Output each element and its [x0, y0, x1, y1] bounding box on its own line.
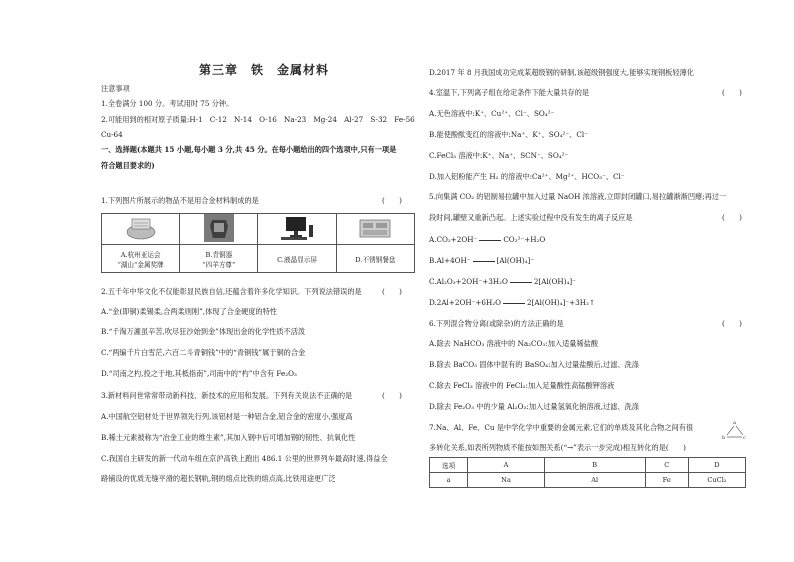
page-title: 第三章 铁 金属材料: [199, 63, 330, 77]
monitor-icon: [278, 215, 316, 241]
reaction-equals-icon: [473, 261, 495, 262]
q6-option-c: C.除去 FeCl₃ 溶液中的 FeCl₂:加入足量酸性高锰酸钾溶液: [429, 381, 615, 390]
q1-option-d: [336, 245, 414, 273]
q7-header-b: B: [544, 458, 645, 473]
note-3: Cu-64: [101, 130, 123, 139]
q1-image-table: [101, 213, 415, 273]
q3-option-a: A.中国航空铝材处于世界领先行列,该铝材是一种铝合金,铝合金的密度小,强度高: [101, 412, 353, 421]
q7-cell: CuCl₂: [688, 473, 745, 488]
reaction-equals-icon: [479, 240, 501, 241]
q1-answer-paren: ( ): [382, 196, 402, 205]
node-a-label: a: [733, 420, 736, 426]
q7-cell: Al: [544, 473, 645, 488]
q1-stem: 1.下列图片所展示的物品不是用合金材料制成的是: [101, 196, 259, 205]
q3-stem: 3.新材料问世常常带动新科技、新技术的应用和发展。下列有关说法不正确的是: [101, 391, 353, 400]
q4-option-a: A.无色溶液中:K⁺、Cu²⁺、Cl⁻、SO₄²⁻: [429, 109, 555, 118]
q6-option-b: B.除去 BaCO₃ 固体中混有的 BaSO₄:加入过量盐酸后,过滤、洗涤: [429, 360, 639, 369]
q5-option-c: [429, 277, 576, 286]
q1-option-b-line2: “四羊方尊”: [202, 260, 236, 269]
q3-option-d: D.2017 年 8 月我国成功完成某超级钢的研制,该超级钢强度大,能够实现钢板轻薄化: [429, 68, 694, 77]
q6-option-d: D.除去 Fe₂O₃ 中的少量 Al₂O₃:加入过量氢氧化钠溶液,过滤、洗涤: [429, 402, 639, 411]
q1-image-c: [258, 214, 336, 245]
q3-answer-paren: ( ): [382, 391, 402, 400]
q7-header-a: A: [468, 458, 544, 473]
q7-stem-line1: 7.Na、Al、Fe、Cu 是中学化学中重要的金属元素,它们的单质及其化合物之间有很: [429, 423, 694, 432]
note-1: 1.全卷满分 100 分。考试用时 75 分钟。: [101, 99, 234, 108]
q1-option-b-line1: B.青铜器: [205, 250, 233, 259]
q1-option-a-line2: “湖山”金属奖牌: [117, 260, 164, 269]
q5-stem-line2: 段时间,罐壁又重新凸起。上述实验过程中没有发生的离子反应是: [429, 213, 633, 222]
q6-option-a: A.除去 NaHCO₃ 溶液中的 Na₂CO₃:加入适量稀盐酸: [429, 339, 599, 348]
q2-option-d: D.“司南之杓,投之于地,其柢指南”,司南中的“杓”中含有 Fe₂O₃: [101, 369, 297, 378]
q2-option-a: A.“金(即铜)柔锡柔,合两柔则刚”,体现了合金硬度的特性: [101, 307, 277, 316]
q4-stem: 4.室温下,下列离子组在给定条件下能大量共存的是: [429, 88, 590, 97]
q1-option-b: [180, 245, 258, 273]
q5-c-reactants: C.Al₂O₃+2OH⁻+3H₂O: [429, 277, 508, 286]
q2-option-b: B.“千淘万漉虽辛苦,吹尽狂沙始到金”体现出金的化学性质不活泼: [101, 327, 306, 336]
q7-table: [429, 457, 746, 488]
q6-answer-paren: ( ): [722, 319, 742, 328]
q1-option-c: [258, 245, 336, 273]
q4-option-c: C.FeCl₃ 溶液中:K⁺、Na⁺、SCN⁻、SO₄²⁻: [429, 151, 569, 160]
arrow-a-b: [727, 426, 734, 435]
section-1-line-1: 一、选择题(本题共 15 小题,每小题 3 分,共 45 分。在每小题给出的四个选项中,只有一项是: [101, 145, 397, 154]
q5-a-products: CO₃²⁻+H₂O: [503, 235, 546, 244]
medal-icon: [123, 215, 159, 241]
q4-option-d: D.加入铝粉能产生 H₂ 的溶液中:Ca²⁺、Mg²⁺、HCO₃⁻、Cl⁻: [429, 172, 625, 181]
q1-option-a: [102, 245, 180, 273]
q5-a-reactants: A.CO₂+2OH⁻: [429, 235, 478, 244]
q5-d-reactants: D.2Al+2OH⁻+6H₂O: [429, 298, 502, 307]
arrow-a-c: [736, 426, 743, 435]
q7-header-c: C: [645, 458, 688, 473]
q5-c-products: 2[Al(OH)₄]⁻: [533, 277, 576, 286]
q5-b-products: [Al(OH)₄]⁻: [496, 256, 535, 265]
node-c-label: c: [743, 435, 746, 440]
q2-answer-paren: ( ): [382, 287, 402, 296]
q5-option-b: [429, 256, 534, 265]
q4-option-b: B.能使酚酞变红的溶液中:Na⁺、K⁺、SO₄²⁻、Cl⁻: [429, 130, 588, 139]
reaction-equals-icon: [510, 282, 532, 283]
q7-cell: a: [430, 473, 468, 488]
table-row: [430, 473, 746, 488]
q1-image-b: [180, 214, 258, 245]
q5-answer-paren: ( ): [722, 213, 742, 222]
q1-option-c-line1: C.液晶显示屏: [277, 255, 317, 264]
q5-stem-line1: 5.向集满 CO₂ 的铝制易拉罐中加入过量 NaOH 浓溶液,立即封闭罐口,易拉罐渐渐凹瘪;再过一: [429, 192, 727, 201]
q5-option-a: [429, 235, 545, 244]
q7-stem-line2: 多转化关系,如表所列物质不能按如图关系(“→”表示一步完成)相互转化的是( ): [429, 443, 686, 452]
note-2: 2.可能用到的相对原子质量:H-1 C-12 N-14 O-16 Na-23 Mg-24 Al-27 S-32 Fe-56: [101, 115, 415, 124]
q5-d-products: 2[Al(OH)₄]⁻+3H₂↑: [527, 298, 595, 307]
node-b-label: b: [722, 435, 726, 440]
q3-option-b: B.稀土元素被称为“冶金工业的维生素”,其加入钢中后可增加钢的韧性、抗氧化性: [101, 433, 356, 442]
steel-tray-icon: [357, 215, 393, 241]
q3-option-c-line2: 路铺设的优质无缝平滑的超长钢轨,钢的熔点比铁的熔点高,比铁用途更广泛: [101, 474, 336, 483]
q6-stem: 6.下列混合物分离(或除杂)的方法正确的是: [429, 319, 564, 328]
q5-b-reactants: B.Al+4OH⁻: [429, 256, 471, 265]
q1-option-a-line1: A.杭州亚运会: [120, 250, 161, 259]
q7-cell: Na: [468, 473, 544, 488]
q7-header-option: 选项: [430, 458, 468, 473]
q7-header-d: D: [688, 458, 745, 473]
section-1-line-2: 符合题目要求的): [101, 161, 155, 170]
bronze-vessel-icon: [204, 214, 234, 242]
q7-cell: Fe: [645, 473, 688, 488]
q2-option-c: C.“两编千片白雪茫,六百二斗青铜钱”中的“青铜钱”属于铜的合金: [101, 348, 306, 357]
q5-option-d: [429, 298, 595, 307]
q2-stem: 2.五千年中华文化不仅能彰显民族自信,还蕴含着许多化学知识。下列说法错误的是: [101, 287, 362, 296]
q1-image-a: [102, 214, 180, 245]
q1-option-d-line1: D.不锈钢餐盘: [355, 255, 396, 264]
q4-answer-paren: ( ): [722, 88, 742, 97]
q1-image-d: [336, 214, 414, 245]
q3-option-c-line1: C.我国自主研发的新一代动车组在京沪高铁上跑出 486.1 公里的世界列车最高时速,得益全: [101, 454, 388, 463]
notes-heading: 注意事项: [101, 84, 130, 93]
reaction-equals-icon: [503, 303, 525, 304]
q7-conversion-diagram: [722, 418, 748, 440]
